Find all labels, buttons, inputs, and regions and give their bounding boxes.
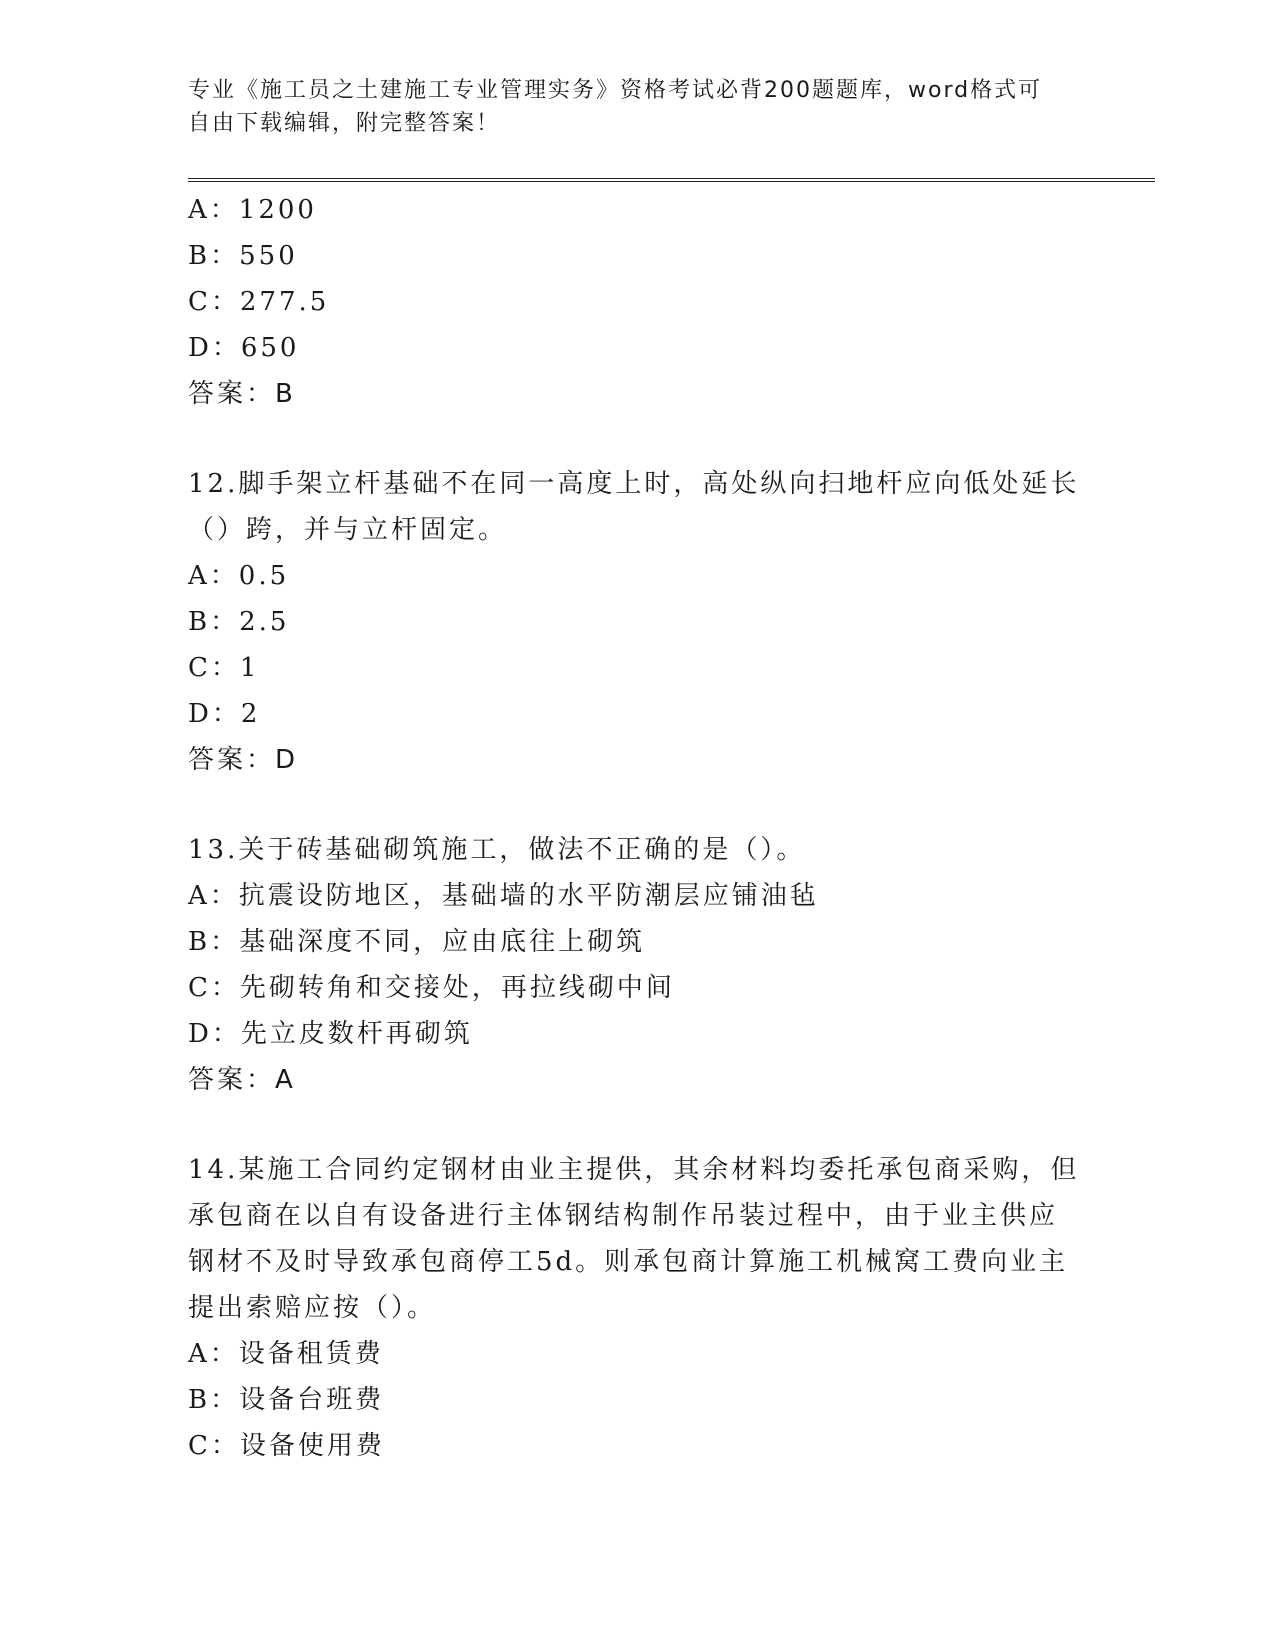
question-stem bbox=[188, 461, 1088, 553]
header-line-2: 自由下载编辑，附完整答案！ bbox=[188, 111, 501, 136]
option-c: C：1 bbox=[188, 653, 260, 683]
header-divider bbox=[188, 178, 1155, 182]
option-d: D：先立皮数杆再砌筑 bbox=[188, 1019, 473, 1049]
question-stem-line: 承包商在以自有设备进行主体钢结构制作吊装过程中，由于业主供应 bbox=[188, 1201, 1059, 1231]
question-stem-line: 14.某施工合同约定钢材由业主提供，其余材料均委托承包商采购，但 bbox=[188, 1155, 1080, 1185]
option-a: A：抗震设防地区，基础墙的水平防潮层应铺油毡 bbox=[188, 881, 819, 911]
question-stem bbox=[188, 1147, 1088, 1331]
question-stem-line: 提出索赔应按（）。 bbox=[188, 1293, 437, 1323]
option-b: B：基础深度不同，应由底往上砌筑 bbox=[188, 927, 646, 957]
question-stem-line: 钢材不及时导致承包商停工5d。则承包商计算施工机械窝工费向业主 bbox=[188, 1247, 1069, 1277]
question-stem-line: 12.脚手架立杆基础不在同一高度上时，高处纵向扫地杆应向低处延长 bbox=[188, 469, 1080, 499]
question-stem-line: 13.关于砖基础砌筑施工，做法不正确的是（）。 bbox=[188, 835, 806, 865]
answer-line: 答案：A bbox=[188, 1065, 296, 1095]
question-stem bbox=[188, 827, 1088, 873]
question-14 bbox=[188, 1147, 1088, 1469]
answer-line: 答案：B bbox=[188, 379, 296, 409]
answer-line: 答案：D bbox=[188, 745, 299, 775]
option-a: A：设备租赁费 bbox=[188, 1339, 384, 1369]
header-line-1: 专业《施工员之土建施工专业管理实务》资格考试必背200题题库，word格式可 bbox=[188, 78, 1043, 103]
question-13 bbox=[188, 827, 1088, 1103]
option-c: C：设备使用费 bbox=[188, 1431, 385, 1461]
document-header bbox=[188, 74, 1068, 140]
question-12 bbox=[188, 461, 1088, 783]
option-b: B：2.5 bbox=[188, 607, 290, 637]
option-c: C：277.5 bbox=[188, 287, 330, 317]
question-list bbox=[188, 187, 1088, 1469]
option-b: B：550 bbox=[188, 241, 298, 271]
option-c: C：先砌转角和交接处，再拉线砌中间 bbox=[188, 973, 675, 1003]
option-b: B：设备台班费 bbox=[188, 1385, 385, 1415]
option-d: D：2 bbox=[188, 699, 261, 729]
option-a: A：0.5 bbox=[188, 561, 290, 591]
option-d: D：650 bbox=[188, 333, 300, 363]
question-stem-line: （）跨，并与立杆固定。 bbox=[188, 515, 508, 545]
option-a: A：1200 bbox=[188, 195, 317, 225]
question-11 bbox=[188, 187, 1088, 417]
